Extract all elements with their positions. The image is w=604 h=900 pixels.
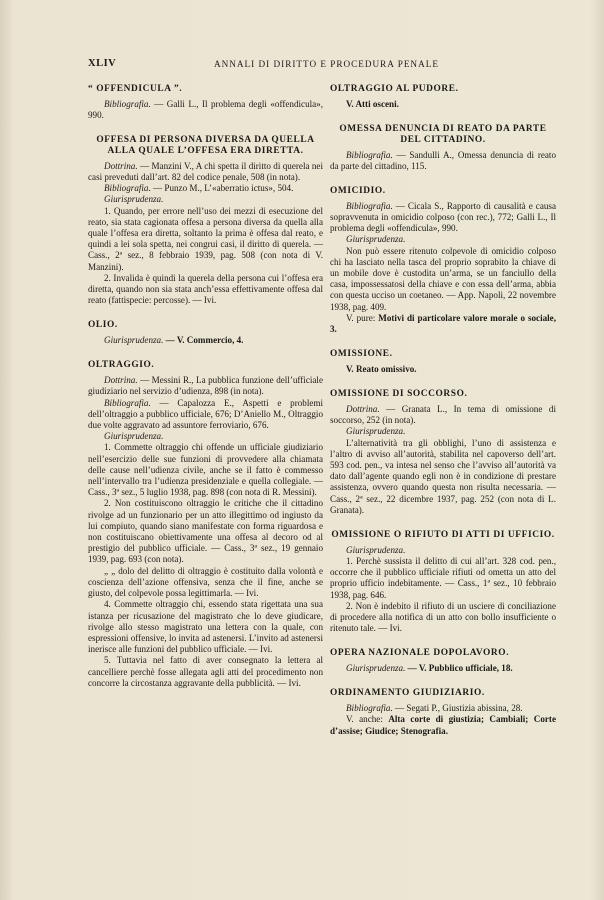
- bib-text: — Capalozza E., Aspetti e problemi dell’oltraggio a pubblico ufficiale, 676; D’Aniello M., Oltraggio due volte aggravato ad assuntore ferroviario, 676.: [88, 397, 323, 431]
- giur-label: Giurisprudenza.: [346, 234, 406, 245]
- bib-text: — Galli L., Il problema degli «offendicula», 990.: [88, 98, 323, 120]
- paragraph: L’alternatività tra gli obblighi, l’uno di assistenza e l’altro di avviso all’autorità, stabilita nel capoverso dell’art. 593 cod. pen., va intesa nel senso che l’avviso all’autorità va dato dall’agente quando egli non è in condizione di prestare assistenza, ovvero quando questa non risulta necessaria. — Cass., 2ª sez., 22 dicembre 1937, pag. 252 (con nota di L. Granata).: [330, 437, 556, 515]
- entry-title-omicidio: OMICIDIO.: [330, 186, 386, 196]
- entry-title-olio: OLIO.: [88, 320, 118, 331]
- entry-title-omissione-rifiuto: OMISSIONE O RIFIUTO DI ATTI DI UFFICIO.: [331, 530, 555, 541]
- paragraph: „ „ dolo del delitto di oltraggio è costituito dalla volontà e coscienza dell’azione offensiva, senza che il fine, anche se giusto, del colpevole possa legittimarla. — Ivi.: [88, 565, 323, 599]
- bib-label: Bibliografia.: [346, 703, 393, 714]
- paragraph: 5. Tuttavia nel fatto di aver consegnato la lettera al cancelliere perchè fosse allegata agli atti del procedimento non concorre la circostanza aggravante della pubblicità. — Ivi.: [88, 655, 323, 688]
- giur-label: Giurisprudenza.: [104, 194, 164, 205]
- bib-label: Bibliografia.: [104, 183, 151, 194]
- paragraph: 2. Invalida è quindi la querela della persona cui l’offesa era diretta, quando non sia stata anch’essa effettivamente offesa dal reato (fattispecie: percosse). — Ivi.: [88, 272, 323, 306]
- giur-label: Giurisprudenza.: [346, 426, 406, 437]
- giur-label: Giurisprudenza.: [346, 544, 406, 555]
- paragraph: 2. Non costituiscono oltraggio le critiche che il cittadino rivolge ad un funzionario per un atto illegittimo od ingiusto da lui compiuto, quando siano manifestate con forma riguardosa e non costituiscano obiettivamente una offesa al decoro od al prestigio del pubblico ufficiale. — Cass., 3ª sez., 19 gennaio 1939, pag. 693 (con nota).: [88, 498, 323, 565]
- giur-label: Giurisprudenza.: [346, 663, 406, 674]
- giur-label: Giurisprudenza.: [104, 431, 164, 442]
- entry-title-offendicula: “ OFFENDICULA ”.: [88, 84, 183, 94]
- dottrina-text: — Granata L., In tema di omissione di soccorso, 252 (in nota).: [330, 404, 556, 426]
- dottrina-label: Dottrina.: [104, 160, 138, 171]
- cross-reference: V. Reato omissivo.: [346, 364, 417, 375]
- paragraph: 2. Non è indebito il rifiuto di un usciere di conciliazione di procedere alla notifica di un atto con bollo insufficiente o ritenuto tale. — Ivi.: [330, 600, 556, 634]
- bib-text: — Cicala S., Rapporto di causalità e causa sopravvenuta in omicidio colposo (con rec.), 772; Galli L., Il problema degli «offendicula», 990.: [330, 200, 556, 234]
- cross-reference: — V. Commercio, 4.: [165, 335, 244, 346]
- entry-title-omessa-denuncia: OMESSA DENUNCIA DI REATO DA PARTE DEL CITTADINO.: [339, 124, 547, 145]
- dottrina-text: — Messini R., La pubblica funzione dell’ufficiale giudiziario nel servizio d’udienza, 898 (in nota).: [88, 375, 323, 397]
- page-number: XLIV: [88, 58, 117, 69]
- see-also-prefix: V. anche:: [346, 714, 383, 725]
- cross-reference: Alta corte di giustizia; Cambiali; Corte d’assise; Giudice; Stenografia.: [330, 714, 556, 736]
- entry-title-omissione: OMISSIONE.: [330, 349, 393, 360]
- bib-label: Bibliografia.: [104, 397, 151, 408]
- entry-title-oltraggio: OLTRAGGIO.: [88, 360, 155, 371]
- bib-text: — Sandulli A., Omessa denuncia di reato da parte del cittadino, 115.: [330, 149, 556, 171]
- entry-title-offesa: OFFESA DI PERSONA DIVERSA DA QUELLA ALLA QUALE L’OFFESA ERA DIRETTA.: [96, 135, 315, 156]
- giur-label: Giurisprudenza.: [104, 335, 164, 346]
- entry-title-oltraggio-pudore: OLTRAGGIO AL PUDORE.: [330, 84, 459, 94]
- entry-title-ordinamento: ORDINAMENTO GIUDIZIARIO.: [330, 688, 485, 699]
- right-column: [330, 84, 556, 737]
- paragraph: 1. Perchè sussista il delitto di cui all’art. 328 cod. pen., occorre che il pubblico ufficiale rifiuti od ometta un atto del proprio ufficio indebitamente. — Cass., 1ª sez., 10 febbraio 1938, pag. 646.: [330, 556, 556, 600]
- bib-text: — Punzo M., L’«aberratio ictus», 504.: [153, 183, 294, 194]
- dottrina-label: Dottrina.: [104, 375, 138, 386]
- entry-title-opera-dopolavoro: OPERA NAZIONALE DOPOLAVORO.: [330, 648, 510, 659]
- paragraph: Non può essere ritenuto colpevole di omicidio colposo chi ha lasciato nella tasca del proprio soprabito la chiave di un mobile dove è custodita un’arma, se un fanciullo della casa, impossessatosi della chiave e con essa dell’arma, abbia con questa ucciso un coetaneo. — App. Napoli, 22 novembre 1938, pag. 409.: [330, 245, 556, 312]
- paragraph: 1. Quando, per errore nell’uso dei mezzi di esecuzione del reato, sia stata cagionata offesa a persona diversa da quella alla quale l’offesa era diretta, soltanto la prima è offesa dal reato, e quindi a lei sola spetta, nei congrui casi, il diritto di querela. — Cass., 2ª sez., 8 febbraio 1939, pag. 508 (con nota di V. Manzini).: [88, 205, 323, 272]
- dottrina-text: — Manzini V., A chi spetta il diritto di querela nei casi preveduti dall’art. 82 del codice penale, 508 (in nota).: [88, 160, 323, 182]
- cross-reference: — V. Pubblico ufficiale, 18.: [407, 663, 513, 674]
- bib-label: Bibliografia.: [104, 98, 151, 109]
- page-header: [88, 58, 558, 72]
- cross-reference: Motivi di particolare valore morale o sociale, 3.: [330, 312, 556, 335]
- entry-title-omissione-soccorso: OMISSIONE DI SOCCORSO.: [330, 389, 468, 400]
- bib-text: — Segati P., Giustizia abissina, 28.: [395, 703, 523, 714]
- running-title: ANNALI DI DIRITTO E PROCEDURA PENALE: [214, 59, 439, 69]
- see-also-prefix: V. pure:: [346, 312, 376, 323]
- bib-label: Bibliografia.: [346, 200, 393, 211]
- paragraph: 4. Commette oltraggio chi, essendo stata rigettata una sua istanza per ricusazione del magistrato che lo deve giudicare, rivolge allo stesso magistrato una lettera con la quale, con espressioni offensive, lo invita ad astenersi. L’invito ad astenersi inerisce alle funzioni del pubblico ufficiale. — Ivi.: [88, 599, 323, 655]
- paragraph: 1. Commette oltraggio chi offende un ufficiale giudiziario nell’esercizio delle sue funzioni di provvedere alla chiamata delle cause nell’udienza civile, anche se il fatto è commesso nell’intervallo tra l’udienza presidenziale e quella collegiale. — Cass., 3ª sez., 5 luglio 1938, pag. 898 (con nota di R. Messini).: [88, 442, 323, 498]
- bib-label: Bibliografia.: [346, 149, 393, 160]
- cross-reference: V. Atti osceni.: [346, 98, 399, 109]
- left-column: [88, 84, 323, 689]
- dottrina-label: Dottrina.: [346, 404, 380, 415]
